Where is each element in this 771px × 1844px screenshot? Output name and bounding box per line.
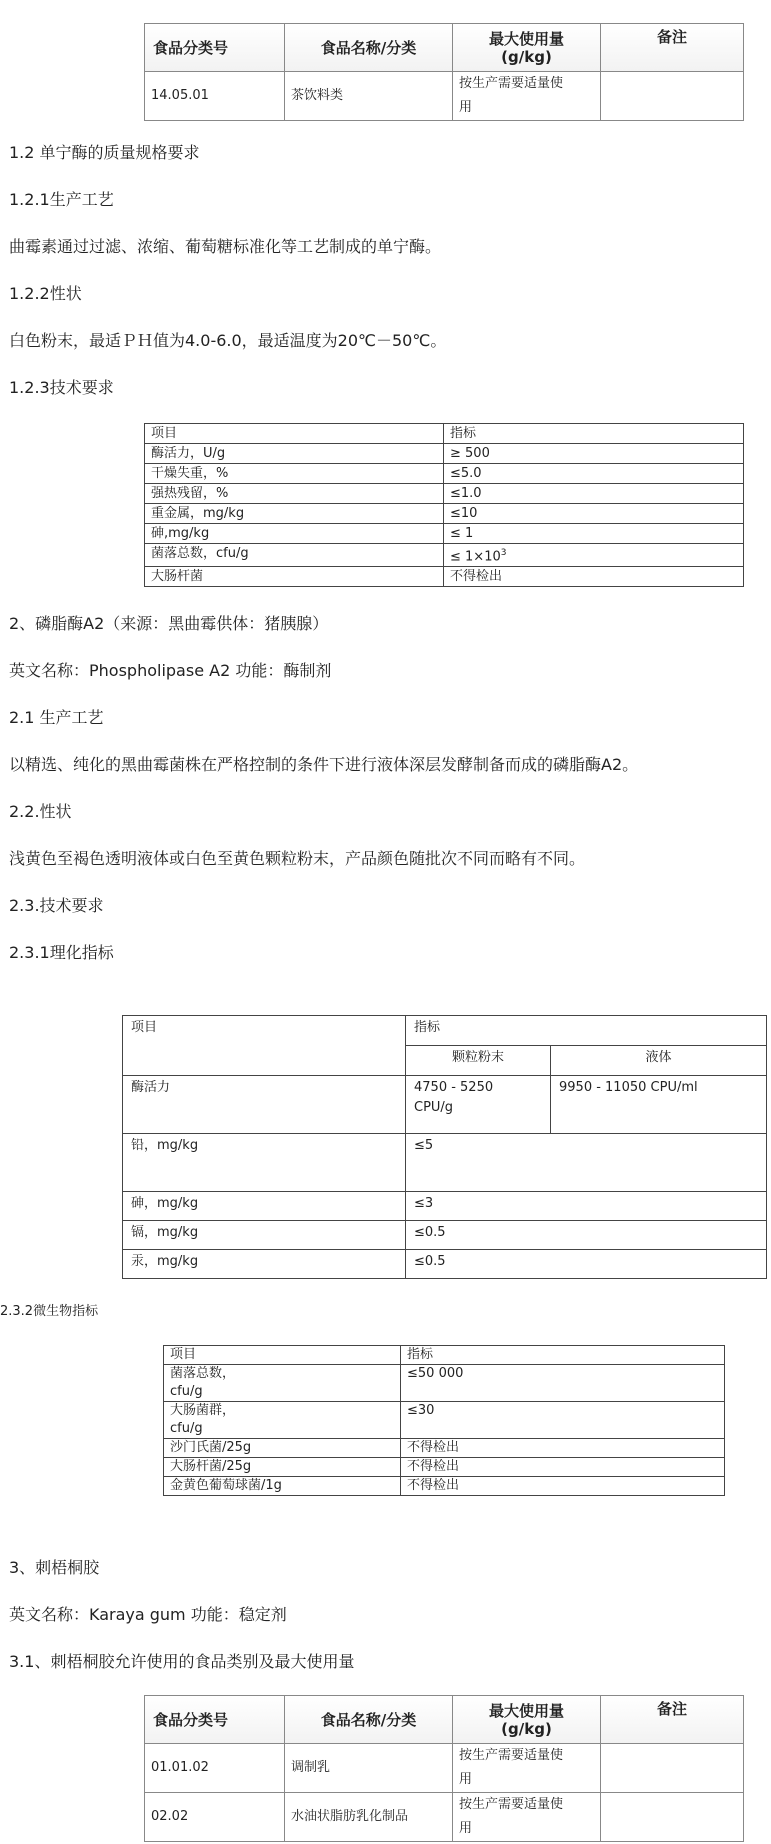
tannase-spec-table [144,423,744,587]
cell-index: ≤ $1\times 10^3$ [444,544,744,567]
header-remarks: 备注 [601,24,744,72]
section-heading: 1.2.3技术要求 [9,378,114,397]
cell-index: ≤0.5 [406,1221,767,1250]
cell-index: ≥ 500 [444,444,744,464]
table-row [123,1192,767,1221]
table-header-row [145,1696,744,1744]
cell-remark [601,1793,744,1842]
paragraph: 曲霉素通过过滤、浓缩、葡萄糖标准化等工艺制成的单宁酶。 [9,237,442,256]
section-heading: 2.1 生产工艺 [9,708,104,727]
table-row [123,1134,767,1192]
cell-item: 干燥失重，% [145,464,444,484]
cell-item: 砷，mg/kg [123,1192,406,1221]
table-row [164,1365,725,1402]
food-usage-table-karaya [144,1695,744,1842]
table-row [164,1458,725,1477]
table-row [123,1221,767,1250]
cell-code: 01.01.02 [145,1744,285,1793]
header-category-code: 食品分类号 [145,24,285,72]
table-row [164,1402,725,1439]
table-row [145,464,744,484]
cell-usage: 按生产需要适量使 用 [453,1793,601,1842]
cell-index: ≤5.0 [444,464,744,484]
cell-index: 不得检出 [444,567,744,587]
paragraph: 白色粉末，最适ＰＨ值为4.0-6.0，最适温度为20℃－50℃。 [9,331,447,350]
table-row [145,567,744,587]
cell-index: ≤5 [406,1134,767,1192]
cell-food: 调制乳 [285,1744,453,1793]
header-granule: 颗粒粉末 [406,1046,551,1076]
cell-item: 大肠菌群， cfu/g [164,1402,401,1439]
cell-item: 菌落总数， cfu/g [164,1365,401,1402]
table-header-row [145,24,744,72]
header-index: 指标 [444,424,744,444]
cell-food: 水油状脂肪乳化制品 [285,1793,453,1842]
table-row [145,444,744,464]
section-heading: 3.1、刺梧桐胶允许使用的食品类别及最大使用量 [9,1652,355,1671]
table-row [164,1477,725,1496]
header-item: 项目 [145,424,444,444]
header-item: 项目 [123,1016,406,1076]
cell-index: ≤3 [406,1192,767,1221]
header-item: 项目 [164,1346,401,1365]
table-row [145,484,744,504]
table-row [145,1744,744,1793]
cell-index: ≤0.5 [406,1250,767,1279]
table-row [123,1250,767,1279]
paragraph: 浅黄色至褐色透明液体或白色至黄色颗粒粉末，产品颜色随批次不同而略有不同。 [9,849,586,868]
header-food-name: 食品名称/分类 [285,1696,453,1744]
cell-item: 镉，mg/kg [123,1221,406,1250]
table-row [145,1793,744,1842]
cell-liquid: 9950 - 11050 CPU/ml [551,1076,767,1134]
cell-food: 茶饮料类 [285,72,453,121]
section-heading: 3、刺梧桐胶 [9,1558,100,1577]
cell-item: 酶活力 [123,1076,406,1134]
table-header-row [164,1346,725,1365]
cell-item: 重金属，mg/kg [145,504,444,524]
cell-index: ≤50 000 [401,1365,725,1402]
cell-item: 沙门氏菌/25g [164,1439,401,1458]
section-heading: 2.3.技术要求 [9,896,104,915]
table-row [164,1439,725,1458]
table-row [145,544,744,567]
cell-item: 汞，mg/kg [123,1250,406,1279]
cell-item: 菌落总数，cfu/g [145,544,444,567]
cell-item: 大肠杆菌 [145,567,444,587]
header-index: 指标 [401,1346,725,1365]
cell-item: 强热残留，% [145,484,444,504]
cell-item: 砷,mg/kg [145,524,444,544]
cell-code: 14.05.01 [145,72,285,121]
paragraph: 英文名称：Karaya gum 功能：稳定剂 [9,1605,287,1624]
section-heading: 2.3.2微生物指标 [0,1304,99,1319]
paragraph: 英文名称：Phospholipase A2 功能：酶制剂 [9,661,332,680]
table-row [145,72,744,121]
table-header-row [123,1016,767,1046]
cell-index: 不得检出 [401,1439,725,1458]
cell-index: ≤ 1 [444,524,744,544]
cell-index: 不得检出 [401,1477,725,1496]
cell-index: ≤1.0 [444,484,744,504]
section-heading: 2、磷脂酶A2（来源：黑曲霉供体：猪胰腺） [9,614,329,633]
cell-usage: 按生产需要适量使 用 [453,72,601,121]
section-heading: 1.2.1生产工艺 [9,190,114,209]
cell-item: 铅，mg/kg [123,1134,406,1192]
cell-index: 不得检出 [401,1458,725,1477]
cell-index: ≤30 [401,1402,725,1439]
header-max-usage: 最大使用量 (g/kg) [453,24,601,72]
cell-granule: 4750 - 5250 CPU/g [406,1076,551,1134]
cell-item: 酶活力，U/g [145,444,444,464]
cell-item: 大肠杆菌/25g [164,1458,401,1477]
section-heading: 2.3.1理化指标 [9,943,114,962]
table-row [145,504,744,524]
header-index: 指标 [406,1016,767,1046]
header-liquid: 液体 [551,1046,767,1076]
cell-remark [601,1744,744,1793]
cell-remark [601,72,744,121]
cell-item: 金黄色葡萄球菌/1g [164,1477,401,1496]
header-category-code: 食品分类号 [145,1696,285,1744]
table-row [123,1076,767,1134]
cell-index: ≤10 [444,504,744,524]
food-usage-table-tannase [144,23,744,121]
cell-code: 02.02 [145,1793,285,1842]
phospholipase-micro-table [163,1345,725,1496]
section-heading: 1.2.2性状 [9,284,82,303]
header-remarks: 备注 [601,1696,744,1744]
paragraph: 以精选、纯化的黑曲霉菌株在严格控制的条件下进行液体深层发酵制备而成的磷脂酶A2。 [9,755,639,774]
cell-usage: 按生产需要适量使 用 [453,1744,601,1793]
header-food-name: 食品名称/分类 [285,24,453,72]
section-heading: 2.2.性状 [9,802,72,821]
phospholipase-physchem-table [122,1015,767,1279]
table-row [145,524,744,544]
section-heading: 1.2 单宁酶的质量规格要求 [9,143,200,162]
table-header-row [145,424,744,444]
header-max-usage: 最大使用量 (g/kg) [453,1696,601,1744]
